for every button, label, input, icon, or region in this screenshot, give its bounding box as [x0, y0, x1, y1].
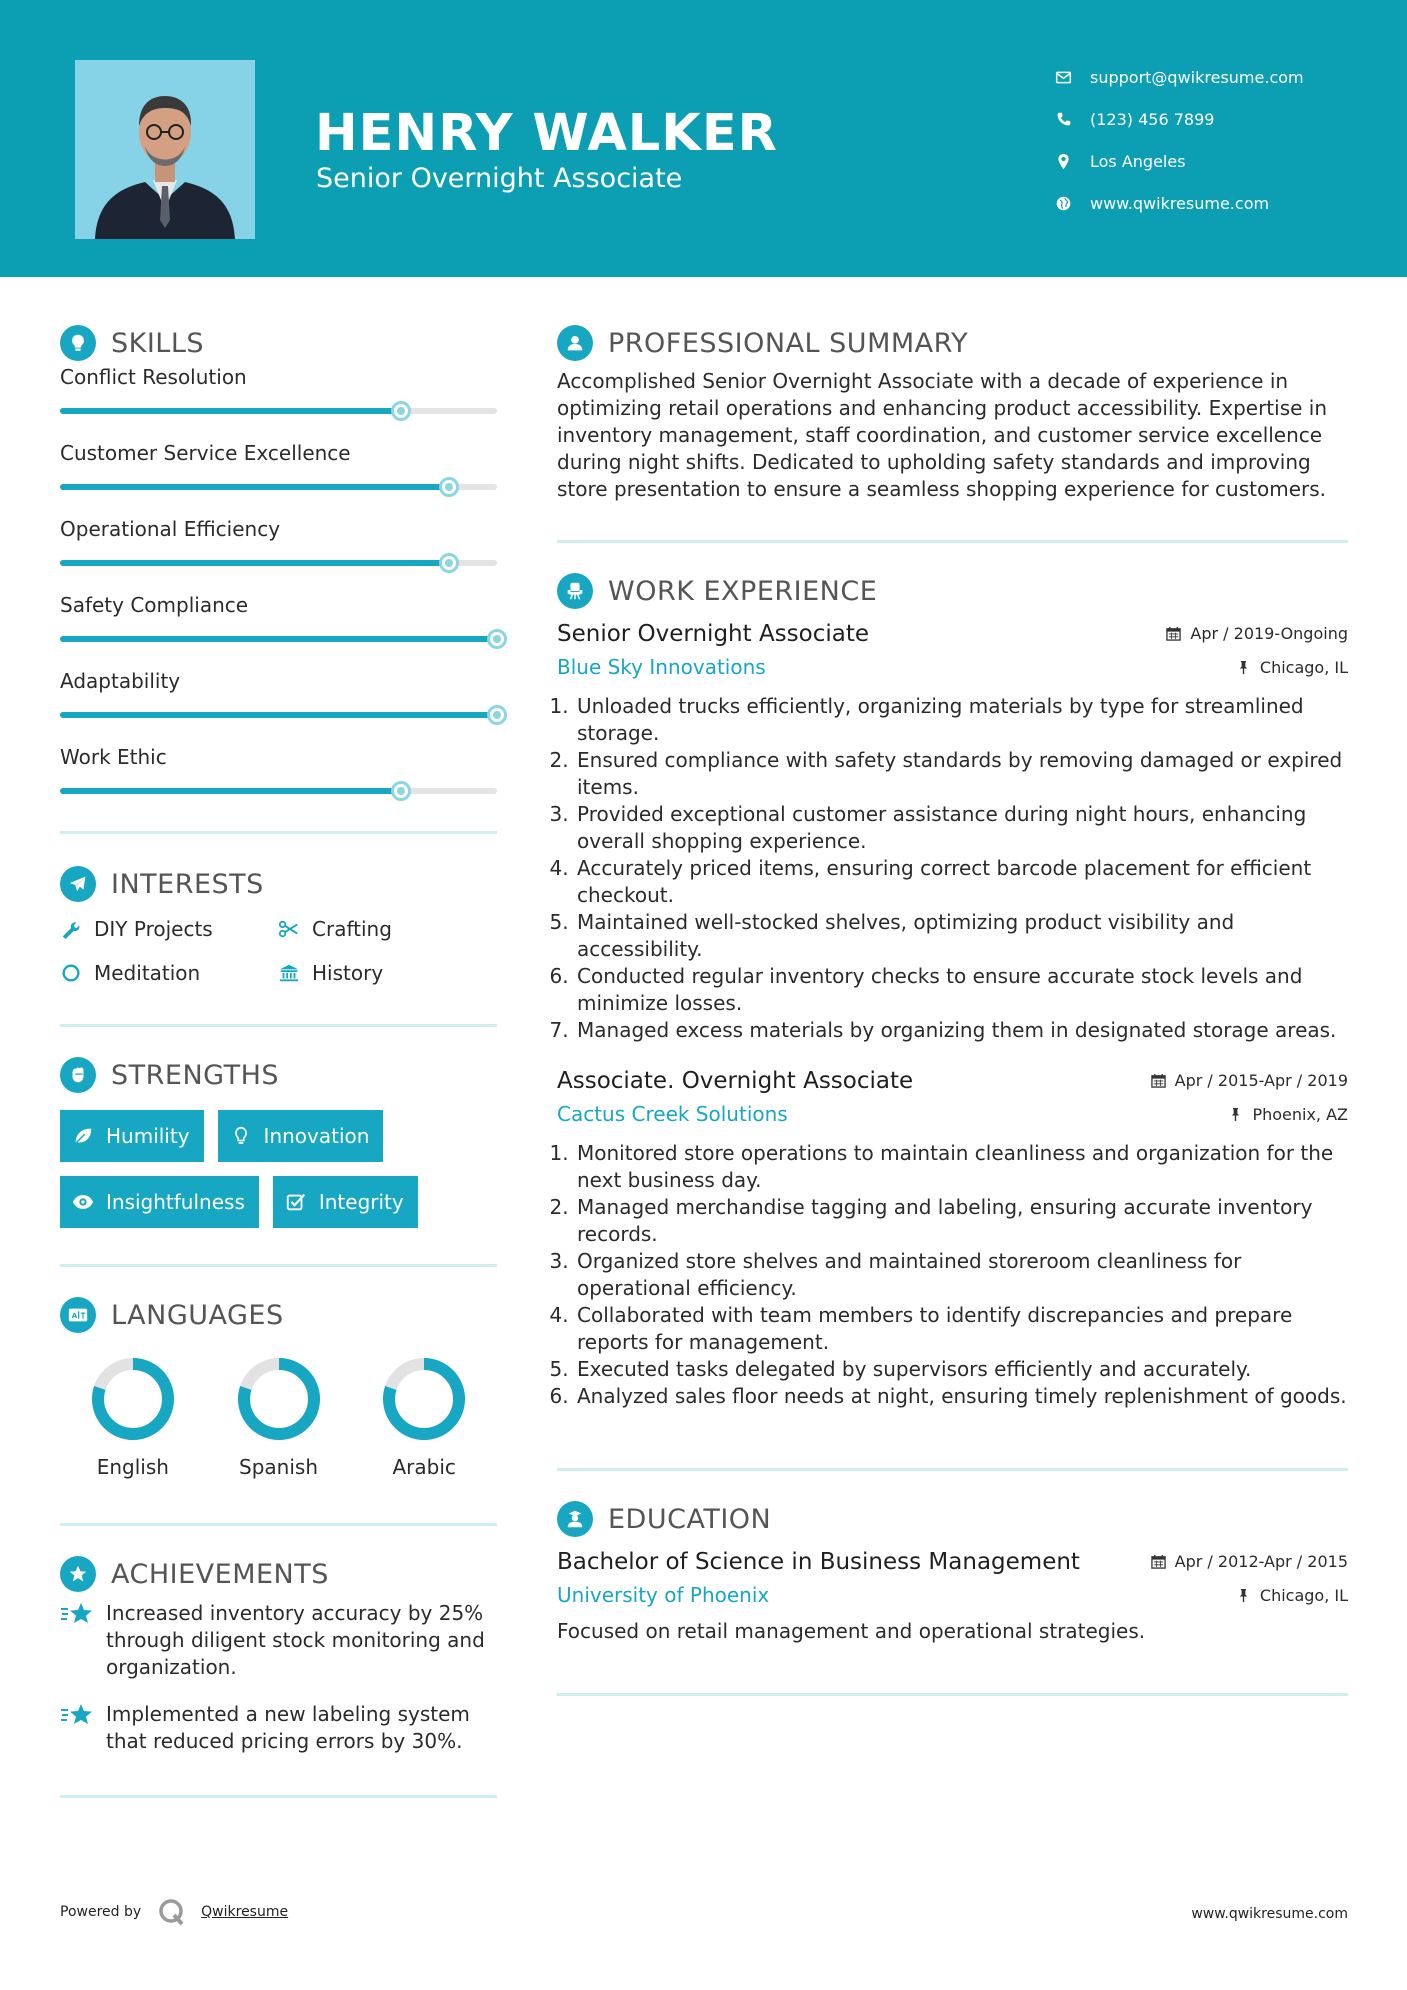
envelope-icon [1055, 69, 1072, 86]
pushpin-icon [1228, 1107, 1243, 1122]
star-icon [60, 1702, 94, 1728]
calendar-icon [1151, 1073, 1166, 1088]
skills-heading [60, 325, 497, 361]
summary-text: Accomplished Senior Overnight Associate with a decade of experience in optimizing retail operations and enhancing product accessibility. Expertise in inventory management, staff coordination, and customer service excellence during night shifts. Dedicated to upholding safety standards and improving store presentation to ensure a seamless shopping experience for customers. [557, 369, 1328, 501]
job-location [1228, 1105, 1348, 1124]
job-bullet: 7. Managed excess materials by organizing them in designated storage areas. [575, 1017, 1348, 1044]
interest-label: History [312, 961, 384, 985]
skill-item [60, 441, 497, 517]
strength-tag [60, 1110, 204, 1162]
job-dates [1166, 624, 1348, 643]
resume-header [0, 0, 1407, 277]
skill-item [60, 593, 497, 669]
job-bullets [557, 1140, 1348, 1410]
job-bullet: 1. Unloaded trucks efficiently, organizing materials by type for streamlined storage. [575, 693, 1348, 747]
achievements-title: ACHIEVEMENTS [111, 1558, 329, 1590]
contact-email[interactable] [1055, 56, 1304, 98]
skill-label: Conflict Resolution [60, 365, 247, 389]
language-name: Arabic [392, 1455, 456, 1479]
job-bullet: 2. Managed merchandise tagging and labeling, ensuring accurate inventory records. [575, 1194, 1348, 1248]
job-location [1236, 658, 1348, 677]
strength-tag [60, 1176, 259, 1228]
profile-photo [75, 60, 255, 239]
leaf-icon [72, 1125, 94, 1147]
skill-bar-handle [391, 401, 411, 421]
interest-label: DIY Projects [94, 917, 213, 941]
language-name: Spanish [239, 1455, 318, 1479]
skill-bar [60, 408, 497, 414]
museum-icon [278, 962, 300, 984]
languages-title: LANGUAGES [111, 1299, 284, 1331]
skill-bar [60, 560, 497, 566]
interest-label: Crafting [312, 917, 392, 941]
contact-phone[interactable] [1055, 98, 1304, 140]
skill-label: Customer Service Excellence [60, 441, 351, 465]
graduate-icon [557, 1501, 593, 1537]
achievement-item [60, 1600, 497, 1681]
divider [60, 1523, 497, 1526]
divider [60, 1264, 497, 1267]
wrench-icon [60, 918, 82, 940]
strength-tag [273, 1176, 418, 1228]
strength-label: Insightfulness [106, 1190, 245, 1214]
candidate-name: HENRY WALKER [315, 104, 778, 163]
job-bullet: 6. Analyzed sales floor needs at night, ensuring timely replenishment of goods. [575, 1383, 1348, 1410]
education-entry [557, 1549, 1348, 1643]
calendar-icon [1151, 1554, 1166, 1569]
skill-bar [60, 636, 497, 642]
achievements-heading [60, 1556, 497, 1592]
job-bullets [557, 693, 1348, 1044]
degree: Bachelor of Science in Business Management [557, 1549, 1080, 1575]
phone-icon [1055, 111, 1072, 128]
language-level-ring [89, 1355, 177, 1443]
paper-plane-icon [60, 866, 96, 902]
skill-label: Safety Compliance [60, 593, 249, 617]
interest-item [60, 916, 278, 942]
lightbulb-icon [60, 325, 96, 361]
skill-bar-handle [487, 629, 507, 649]
footer-website[interactable]: www.qwikresume.com [1191, 1906, 1348, 1922]
interest-item [278, 960, 496, 986]
qwikresume-logo-icon [157, 1897, 187, 1927]
education-location-text: Chicago, IL [1259, 1585, 1348, 1605]
job-bullet: 2. Ensured compliance with safety standards by removing damaged or expired items. [575, 747, 1348, 801]
divider [60, 831, 497, 834]
job-title: Senior Overnight Associate [557, 621, 870, 647]
job-bullet: 6. Conducted regular inventory checks to ensure accurate stock levels and minimize losses. [575, 963, 1348, 1017]
job-dates-text: Apr / 2019-Ongoing [1190, 624, 1348, 643]
skill-bar-fill [60, 484, 449, 490]
job-dates [1151, 1071, 1348, 1090]
job-location-text: Phoenix, AZ [1252, 1104, 1348, 1124]
skill-bar [60, 788, 497, 794]
education-heading [557, 1501, 1348, 1537]
left-column [60, 325, 497, 1798]
language-item [351, 1355, 497, 1479]
experience-heading [557, 573, 1348, 609]
pushpin-icon [1236, 1588, 1251, 1603]
languages-list [60, 1355, 497, 1479]
company-name: Blue Sky Innovations [557, 655, 766, 679]
website-text: www.qwikresume.com [1090, 193, 1270, 213]
interests-list [60, 916, 497, 986]
interests-heading [60, 866, 497, 902]
contact-location [1055, 140, 1304, 182]
divider [60, 1795, 497, 1798]
language-name: English [96, 1455, 169, 1479]
language-item [60, 1355, 206, 1479]
strengths-heading [60, 1057, 497, 1093]
languages-heading [60, 1297, 497, 1333]
company-name: Cactus Creek Solutions [557, 1102, 788, 1126]
svg-text:A: A [71, 1311, 78, 1321]
skills-title: SKILLS [111, 327, 205, 359]
job-location-text: Chicago, IL [1259, 657, 1348, 677]
language-item [206, 1355, 352, 1479]
skill-label: Operational Efficiency [60, 517, 281, 541]
job-dates-text: Apr / 2015-Apr / 2019 [1174, 1071, 1348, 1090]
skill-bar-fill [60, 560, 449, 566]
job-bullet: 1. Monitored store operations to maintain cleanliness and organization for the next business day. [575, 1140, 1348, 1194]
globe-icon [1055, 195, 1072, 212]
skill-bar [60, 712, 497, 718]
chair-icon [557, 573, 593, 609]
summary-title: PROFESSIONAL SUMMARY [608, 327, 969, 359]
strength-tag [218, 1110, 384, 1162]
circle-icon [60, 962, 82, 984]
achievements-list [60, 1600, 497, 1755]
divider [60, 1024, 497, 1027]
education-location [1236, 1586, 1348, 1605]
interest-item [278, 916, 496, 942]
strength-label: Innovation [263, 1124, 370, 1148]
job-bullet: 4. Accurately priced items, ensuring correct barcode placement for efficient checkout. [575, 855, 1348, 909]
experience-title: WORK EXPERIENCE [608, 575, 878, 607]
achievement-item [60, 1701, 497, 1755]
job-bullet: 3. Organized store shelves and maintained storeroom cleanliness for operational efficiency. [575, 1248, 1348, 1302]
strength-label: Humility [106, 1124, 190, 1148]
job-bullet: 5. Maintained well-stocked shelves, optimizing product visibility and accessibility. [575, 909, 1348, 963]
skill-item [60, 669, 497, 745]
lightbulb-outline-icon [230, 1125, 252, 1147]
education-description: Focused on retail management and operational strategies. [557, 1619, 1146, 1643]
pushpin-icon [1236, 660, 1251, 675]
divider [557, 1468, 1348, 1471]
skill-item [60, 745, 497, 821]
brand-link[interactable]: Qwikresume [201, 1904, 289, 1920]
right-column [557, 325, 1348, 1696]
achievement-text: Implemented a new labeling system that reduced pricing errors by 30%. [106, 1702, 470, 1753]
skill-label: Work Ethic [60, 745, 167, 769]
user-icon [557, 325, 593, 361]
star-badge-icon [60, 1556, 96, 1592]
education-dates-text: Apr / 2012-Apr / 2015 [1174, 1552, 1348, 1571]
email-text: support@qwikresume.com [1090, 67, 1304, 87]
interests-title: INTERESTS [111, 868, 264, 900]
map-pin-icon [1055, 153, 1072, 170]
summary-heading [557, 325, 1348, 361]
job-bullet: 5. Executed tasks delegated by supervisors efficiently and accurately. [575, 1356, 1348, 1383]
skill-bar-fill [60, 408, 401, 414]
skill-bar-handle [487, 705, 507, 725]
job-bullet: 4. Collaborated with team members to identify discrepancies and prepare reports for management. [575, 1302, 1348, 1356]
star-icon [60, 1601, 94, 1627]
contact-website[interactable] [1055, 182, 1304, 224]
skills-list [60, 365, 497, 821]
phone-text: (123) 456 7899 [1090, 109, 1215, 129]
skill-item [60, 365, 497, 441]
location-text: Los Angeles [1090, 151, 1186, 171]
strengths-list [60, 1110, 497, 1228]
skill-bar [60, 484, 497, 490]
job-bullet: 3. Provided exceptional customer assistance during night hours, enhancing overall shopping experience. [575, 801, 1348, 855]
powered-by-text: Powered by [60, 1904, 142, 1920]
job-title: Associate. Overnight Associate [557, 1068, 914, 1094]
divider [557, 540, 1348, 543]
education-dates [1151, 1552, 1348, 1571]
candidate-title: Senior Overnight Associate [316, 163, 683, 194]
skill-bar-fill [60, 636, 497, 642]
interest-item [60, 960, 278, 986]
skill-item [60, 517, 497, 593]
strengths-title: STRENGTHS [111, 1059, 280, 1091]
strength-label: Integrity [318, 1190, 404, 1214]
skill-bar-fill [60, 788, 401, 794]
contact-list [1055, 56, 1304, 224]
divider [557, 1693, 1348, 1696]
skill-bar-handle [391, 781, 411, 801]
achievement-text: Increased inventory accuracy by 25% through diligent stock monitoring and organization. [106, 1601, 485, 1679]
scissors-icon [278, 918, 300, 940]
job-entry [557, 1068, 1348, 1410]
fist-icon [60, 1057, 96, 1093]
eye-icon [72, 1191, 94, 1213]
job-entry [557, 621, 1348, 1044]
language-level-ring [235, 1355, 323, 1443]
footer-powered-by [60, 1897, 288, 1927]
skill-bar-fill [60, 712, 497, 718]
checkbox-icon [285, 1191, 307, 1213]
interest-label: Meditation [94, 961, 201, 985]
skill-label: Adaptability [60, 669, 181, 693]
calendar-icon [1166, 626, 1181, 641]
language-icon [60, 1297, 96, 1333]
school-name: University of Phoenix [557, 1583, 770, 1607]
education-title: EDUCATION [608, 1503, 772, 1535]
language-level-ring [380, 1355, 468, 1443]
skill-bar-handle [439, 477, 459, 497]
skill-bar-handle [439, 553, 459, 573]
